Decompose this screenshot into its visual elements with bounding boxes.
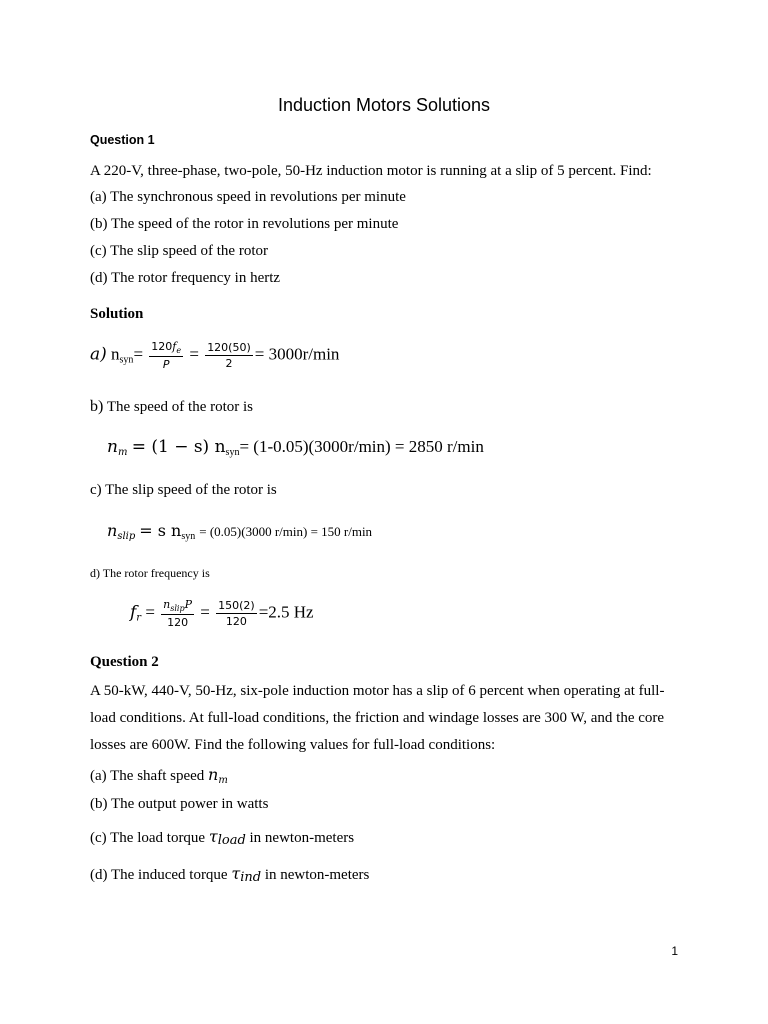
solution-a-label: a) xyxy=(90,344,107,365)
solution-a-frac1-var: f xyxy=(172,340,177,353)
solution-b-text: The speed of the rotor is xyxy=(106,399,254,415)
solution-d-frac1-num-tail: P xyxy=(184,598,193,611)
solution-a-equals: = xyxy=(133,344,144,364)
solution-d-text: d) The rotor frequency is xyxy=(90,566,210,580)
question-2-item-d-var: τ xyxy=(231,864,241,883)
question-2-item-c-text: (c) The load torque xyxy=(90,830,206,846)
solution-d-fraction-1 xyxy=(161,598,194,629)
solution-d-frac1-num: n xyxy=(163,598,171,611)
solution-c-lhs-sub: slip xyxy=(117,531,136,542)
question-2-item-a-var: n xyxy=(208,765,219,784)
solution-c-mid: = s n xyxy=(139,521,182,540)
solution-a-frac2-den: 2 xyxy=(225,357,233,370)
solution-a-equation: a) $n_{syn}=$ $\frac{120f_e}{P}$ = $\frac{120(50)}{2}$ = 3000r/min xyxy=(90,340,340,371)
question-1-item-b: (b) The speed of the rotor in revolutions per minute xyxy=(90,216,399,232)
solution-a-result: = 3000r/min xyxy=(254,344,340,364)
solution-d-result: =2.5 Hz xyxy=(258,602,314,622)
question-2-item-d-text: (d) The induced torque xyxy=(90,867,228,883)
solution-a-lhs: n xyxy=(111,344,120,364)
solution-b-equation xyxy=(107,437,484,458)
page-number: 1 xyxy=(671,944,678,958)
question-1-item-d: (d) The rotor frequency in hertz xyxy=(90,270,281,286)
solution-d-frac1-den: 120 xyxy=(167,616,189,629)
question-2-item-c-var-sub: load xyxy=(217,833,246,848)
question-2-item-d xyxy=(90,864,369,885)
question-2-item-d-tail: in newton-meters xyxy=(264,867,370,883)
solution-d-frac2-num: 150(2) xyxy=(218,599,255,612)
solution-c-text: c) The slip speed of the rotor is xyxy=(90,482,277,498)
question-2-prompt-line-3: losses are 600W. Find the following values for full-load conditions: xyxy=(90,737,496,753)
question-2-item-d-var-sub: ind xyxy=(240,870,262,885)
question-2-item-c xyxy=(90,827,354,848)
question-1-item-c: (c) The slip speed of the rotor xyxy=(90,243,269,259)
solution-d-equation: fr = $\frac{n_{slip}P}{120}$ = $\frac{150(2)}{120}$ =2.5 Hz xyxy=(130,598,314,629)
question-2-item-c-var: τ xyxy=(208,827,218,846)
solution-c-lhs: n xyxy=(107,521,118,540)
solution-a-fraction-1 xyxy=(149,340,183,371)
question-2-item-a-text: (a) The shaft speed xyxy=(90,768,205,784)
solution-b-text-line xyxy=(90,398,253,416)
question-1-item-a: (a) The synchronous speed in revolutions per minute xyxy=(90,189,406,205)
solution-d-fraction-2 xyxy=(216,599,257,628)
question-2-prompt-line-1: A 50-kW, 440-V, 50-Hz, six-pole induction motor has a slip of 6 percent when operating at full- xyxy=(90,683,665,699)
solution-a-fraction-2 xyxy=(205,341,253,370)
solution-d-frac2-den: 120 xyxy=(225,615,247,628)
solution-d-lhs: f xyxy=(130,602,137,623)
solution-a-frac1-num: 120 xyxy=(151,340,173,353)
question-2-item-c-tail: in newton-meters xyxy=(249,830,355,846)
question-2-heading: Question 2 xyxy=(90,654,159,670)
solution-b-rhs: = (1-0.05)(3000r/min) = 2850 r/min xyxy=(239,437,484,456)
solution-b-mid-sub: syn xyxy=(225,447,240,458)
solution-c-mid-sub: syn xyxy=(181,531,196,542)
solution-b-label: b) xyxy=(90,398,104,415)
solution-b-mid: = (1 − s) n xyxy=(131,437,226,457)
solution-c-rhs: = (0.05)(3000 r/min) = 150 r/min xyxy=(199,524,373,539)
question-2-item-b: (b) The output power in watts xyxy=(90,796,269,812)
solution-a-lhs-sub: syn xyxy=(119,354,134,366)
solution-heading: Solution xyxy=(90,306,144,322)
question-1-heading: Question 1 xyxy=(90,133,155,147)
solution-d-frac1-num-sub: slip xyxy=(170,604,185,613)
solution-a-frac1-den: P xyxy=(162,358,170,371)
document-title: Induction Motors Solutions xyxy=(277,95,491,115)
solution-c-equation xyxy=(107,521,372,542)
question-1-prompt: A 220-V, three-phase, two-pole, 50-Hz induction motor is running at a slip of 5 percent. Find: xyxy=(90,163,652,179)
solution-a-frac1-var-sub: e xyxy=(176,346,182,355)
question-2-item-a-var-sub: m xyxy=(218,775,228,786)
question-2-item-a xyxy=(90,765,228,786)
solution-b-lhs-sub: m xyxy=(117,447,128,458)
solution-b-lhs: n xyxy=(107,437,118,457)
question-2-prompt-line-2: load conditions. At full-load conditions, the friction and windage losses are 300 W, and the core xyxy=(90,710,665,726)
solution-d-lhs-sub: r xyxy=(136,612,142,624)
solution-a-frac2-num: 120(50) xyxy=(207,341,251,354)
